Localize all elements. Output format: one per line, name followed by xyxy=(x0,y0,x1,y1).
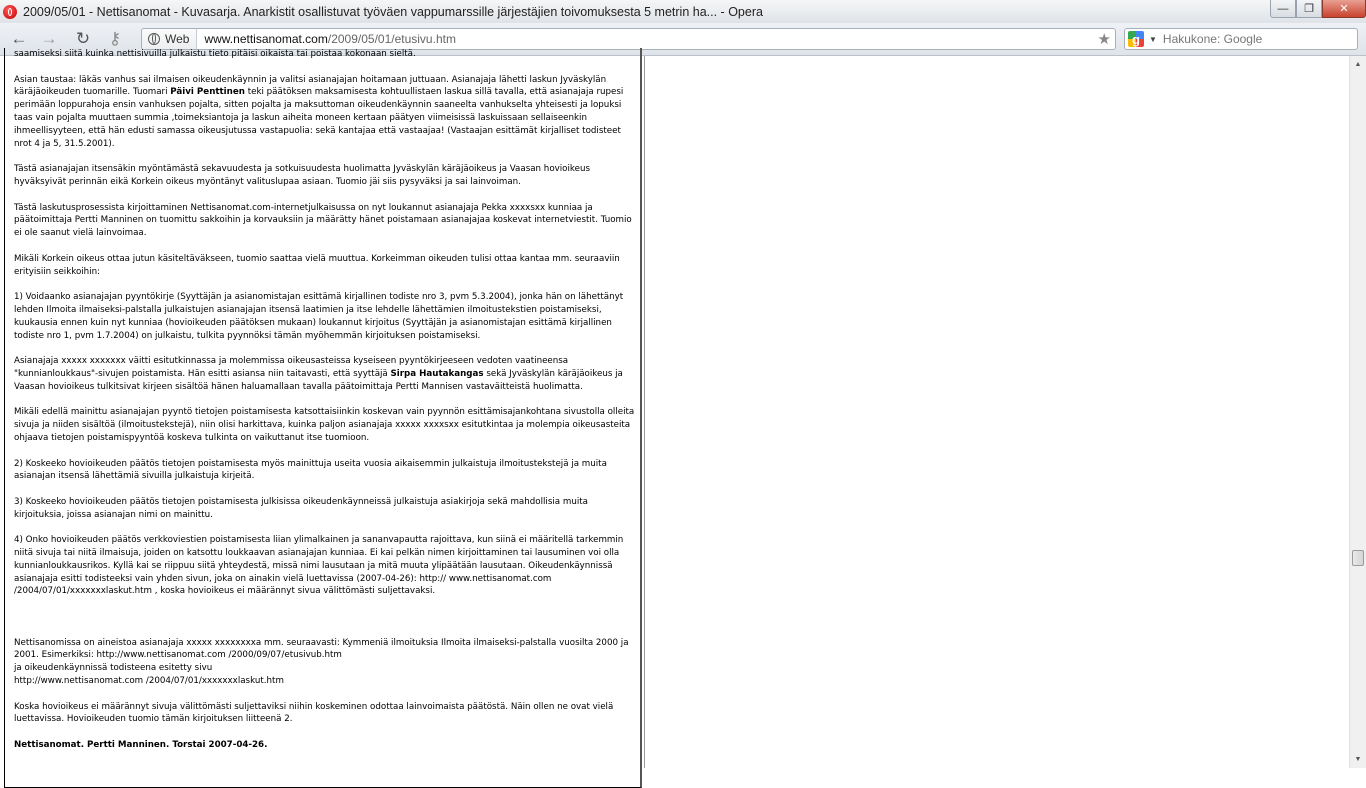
opera-logo-icon[interactable] xyxy=(3,5,17,19)
article-paragraph: 3) Koskeeko hovioikeuden päätös tietojen poistamisesta julkisissa oikeudenkäynneissä julkaistuja asiakirjoja sekä mahdollisia muita kirjoituksia, joissa asianajan nimi on mainittu. xyxy=(14,496,588,520)
article-paragraph xyxy=(14,355,636,393)
close-button[interactable]: ✕ xyxy=(1322,0,1366,18)
text-span: sekä Jyväskylän käräjäoikeus ja Vaasan hovioikeus tulkitsivat kirjeen sisältöä hänen haluamallaan tavalla päätoimittaja Pertti Mannisen vastaväitteistä huolimatta. xyxy=(14,368,623,392)
reload-icon: ↻ xyxy=(75,29,91,48)
back-button[interactable] xyxy=(8,28,30,50)
title-bar xyxy=(0,0,1366,23)
judge-name: Päivi Penttinen xyxy=(170,87,245,98)
site-info-badge[interactable] xyxy=(142,29,197,49)
url-path: /2009/05/01/etusivu.htm xyxy=(327,32,456,46)
forward-arrow-icon: → xyxy=(40,29,58,48)
back-arrow-icon: ← xyxy=(10,29,28,48)
text-span: Nettisanomissa on aineistoa asianajaja xxxxx xxxxxxxxa mm. seuraavasti: Kymmeniä ilmoituksia Ilmoita ilmaiseksi-palstalla vuosilta 2000 ja 2001. Esimerkiksi: http://www.nettisanomat.com /2000/09/07/etusivub.htm xyxy=(14,637,629,661)
page-viewport xyxy=(0,49,1349,768)
search-box[interactable] xyxy=(1124,28,1358,50)
scroll-up-button[interactable]: ▲ xyxy=(1354,61,1362,68)
bookmark-star-icon[interactable]: ★ xyxy=(1097,31,1111,48)
key-icon: ⚷ xyxy=(108,29,122,48)
window-controls xyxy=(1270,0,1366,20)
scroll-down-button[interactable]: ▼ xyxy=(1354,756,1362,763)
link-text[interactable]: http://www.nettisanomat.com /2004/07/01/xxxxxxxlaskut.htm xyxy=(14,676,284,687)
wand-button[interactable] xyxy=(104,28,126,50)
left-frame xyxy=(4,48,642,788)
spacer-paragraph xyxy=(14,611,636,624)
article-paragraph xyxy=(14,74,636,151)
article-signature: Nettisanomat. Pertti Manninen. Torstai 2007-04-26. xyxy=(14,740,268,751)
article-paragraph: Mikäli edellä mainittu asianajajan pyyntö tietojen poistamisesta katsottaisiinkin koskevan vain pyynnön esittämisajankohtana sivustolla olleita sivuja ja niiden sisältöä (ilmoitustekstejä), niin olisi harkittava, kuinka paljon asianajaja xxxxx xxxxsxx esitutkintaa ja molempia oikeusasteita ohjaava tietojen poistamispyyntöä koskeva tulkinta on vaikuttanut itse tuomioon. xyxy=(14,407,635,443)
scrollbar-thumb[interactable] xyxy=(1352,550,1364,566)
address-bar[interactable] xyxy=(141,28,1116,50)
article-paragraph: Tästä laskutusprosessista kirjoittaminen Nettisanomat.com-internetjulkaisussa on nyt loukannut asianajaja Pekka xxxxsxx kunniaa ja päätoimittaja Pertti Manninen on tuomittu sakkoihin ja korvauksiin ja määrätty hänet poistamaan asianajajaa koskevat internetviestit. Tuomio ei ole saanut vielä lainvoimaa. xyxy=(14,202,632,239)
google-logo-icon[interactable]: g xyxy=(1128,31,1144,47)
url-domain: www.nettisanomat.com xyxy=(204,32,328,46)
text-span: Asianajaja xxxxx xxxxxxx väitti esitutkinnassa ja molemmissa oikeusasteissa kyseiseen pyyntökirjeeseen vedoten vaatineensa "kunnianloukkaus"-sivujen poistamista. Hän esitti asiansa niin taitavasti, että syyttäjä xyxy=(14,356,569,379)
vertical-scrollbar[interactable] xyxy=(1349,56,1366,768)
window-title: 2009/05/01 - Nettisanomat - Kuvasarja. Anarkistit osallistuvat työväen vappumarssille järjestäjien toivomuksesta 5 metrin ha... - Opera xyxy=(23,4,763,19)
article-paragraph: 4) Onko hovioikeuden päätös verkkoviestien poistamisesta liian ylimalkainen ja sananvapautta rajoittava, kun siinä ei määritellä tarkemmin niitä sivuja tai niitä ilmaisuja, joiden on katsottu loukkaavan asianajajan kunniaa. Ei kai pelkän nimen kirjoittaminen tai lausuminen voi olla kunnianloukkausrikos. Kyllä kai se riippuu siitä yhteydestä, missä nimi lausutaan ja mitä muuta ylipäätään lausutaan. Oikeudenkäynnissä asianajaja esitti todisteeksi vain yhden sivun, joka on ainakin vielä luettavissa (2007-04-26): http:// www.nettisanomat.com /2004/07/01/xxxxxxxlaskut.htm , koska hovioikeus ei määrännyt sivua välittömästi suljettavaksi. xyxy=(14,535,624,597)
article-paragraph xyxy=(14,637,636,688)
reload-button[interactable] xyxy=(72,28,94,50)
article-paragraph: 2) Koskeeko hovioikeuden päätös tietojen poistamisesta myös mainittuja useita vuosia aikaisemmin julkaistuja ilmoitustekstejä ja muita asianajan itsensä lähettämiä sivuilla julkaistuja kirjeitä. xyxy=(14,458,607,482)
article-paragraph: saamiseksi siitä kuinka nettisivuilla julkaistu tieto pitäisi oikaista tai poistaa kokonaan sieltä. xyxy=(14,49,416,59)
text-span: ja oikeudenkäynnissä todisteena esitetty sivu xyxy=(14,663,213,674)
minimize-button[interactable]: — xyxy=(1270,0,1296,18)
text-span: Asian taustaa: läkäs vanhus sai ilmaisen oikeudenkäynnin ja valitsi asianajajan hoitamaan juttuaan. Asianajaja lähetti laskun Jyväskylän käräjäoikeuden tuomarille. Tuomari xyxy=(14,74,607,98)
article-paragraph: Tästä asianajajan itsensäkin myöntämästä sekavuudesta ja sotkuisuudesta huolimatta Jyväskylän käräjäoikeus ja Vaasan hovioikeus hyväksyivät perinnän eikä Korkein oikeus myöntänyt valituslupaa asiaan. Tuomio jäi siis pysyväksi ja sai lainvoiman. xyxy=(14,164,591,187)
globe-icon xyxy=(148,33,160,45)
article-paragraph: Koska hovioikeus ei määrännyt sivuja välittömästi suljettaviksi niihin koskeminen odottaa lainvoimaista päätöstä. Näin ollen ne ovat vielä luettavissa. Hovioikeuden tuomio tämän kirjoituksen liitteenä 2. xyxy=(14,701,614,725)
site-info-label: Web xyxy=(165,32,190,46)
right-frame xyxy=(644,56,1349,768)
search-engine-dropdown-icon[interactable]: ▼ xyxy=(1149,34,1157,44)
prosecutor-name: Sirpa Hautakangas xyxy=(390,368,484,379)
maximize-button[interactable]: ❐ xyxy=(1296,0,1322,18)
forward-button[interactable] xyxy=(38,28,60,50)
url-text[interactable] xyxy=(204,32,455,46)
article-paragraph: 1) Voidaanko asianajajan pyyntökirje (Syyttäjän ja asianomistajan esittämä kirjallinen todiste nro 3, pvm 5.3.2004), jonka hän on lähettänyt lehden Ilmoita ilmaiseksi-palstalla julkaistujen asianajajan itsensä laatimien ja itse lehdelle lähettämien ilmoitustekstien poistamiseksi, kuukausia ennen kuin nyt kunniaa (hovioikeuden päätöksen mukaan) loukannut kirjoitus (Syyttäjän ja asianomistajan esittämä kirjallinen todiste nro 1, pvm 1.7.2004) on julkaistu, tulkita pyynnöksi tämän myöhemmän kirjoituksen poistamiseksi. xyxy=(14,292,624,341)
article-paragraph: Mikäli Korkein oikeus ottaa jutun käsiteltäväkseen, tuomio saattaa vielä muuttua. Korkeimman oikeuden tulisi ottaa kantaa mm. seuraaviin erityisiin seikkoihin: xyxy=(14,253,620,277)
search-placeholder[interactable]: Hakukone: Google xyxy=(1162,32,1263,46)
text-span: teki päätöksen maksamisesta kohtuullistaen laskua sillä tavalla, että asianajaja rupesi perimään loppurahoja ensin vanhuksen pojalta, sitten pojalta ja maksuttoman oikeudenkäynnin saaneelta vanhukselta yhteisesti ja lopuksi taas vain pojalta muuttaen summia ,toimeksiantoja ja laskun aiheita moneen kertaan päätyen viimeisissä laskuissaan sellaiseenkin ihmeellisyyteen, että hän edusti samassa oikeusjutussa vastapuolia: sekä kantajaa että vastaajaa! (Vastaajan esittämät kirjalliset todisteet nrot 4 ja 5, 31.5.2001). xyxy=(14,87,624,149)
article-body xyxy=(14,48,636,752)
